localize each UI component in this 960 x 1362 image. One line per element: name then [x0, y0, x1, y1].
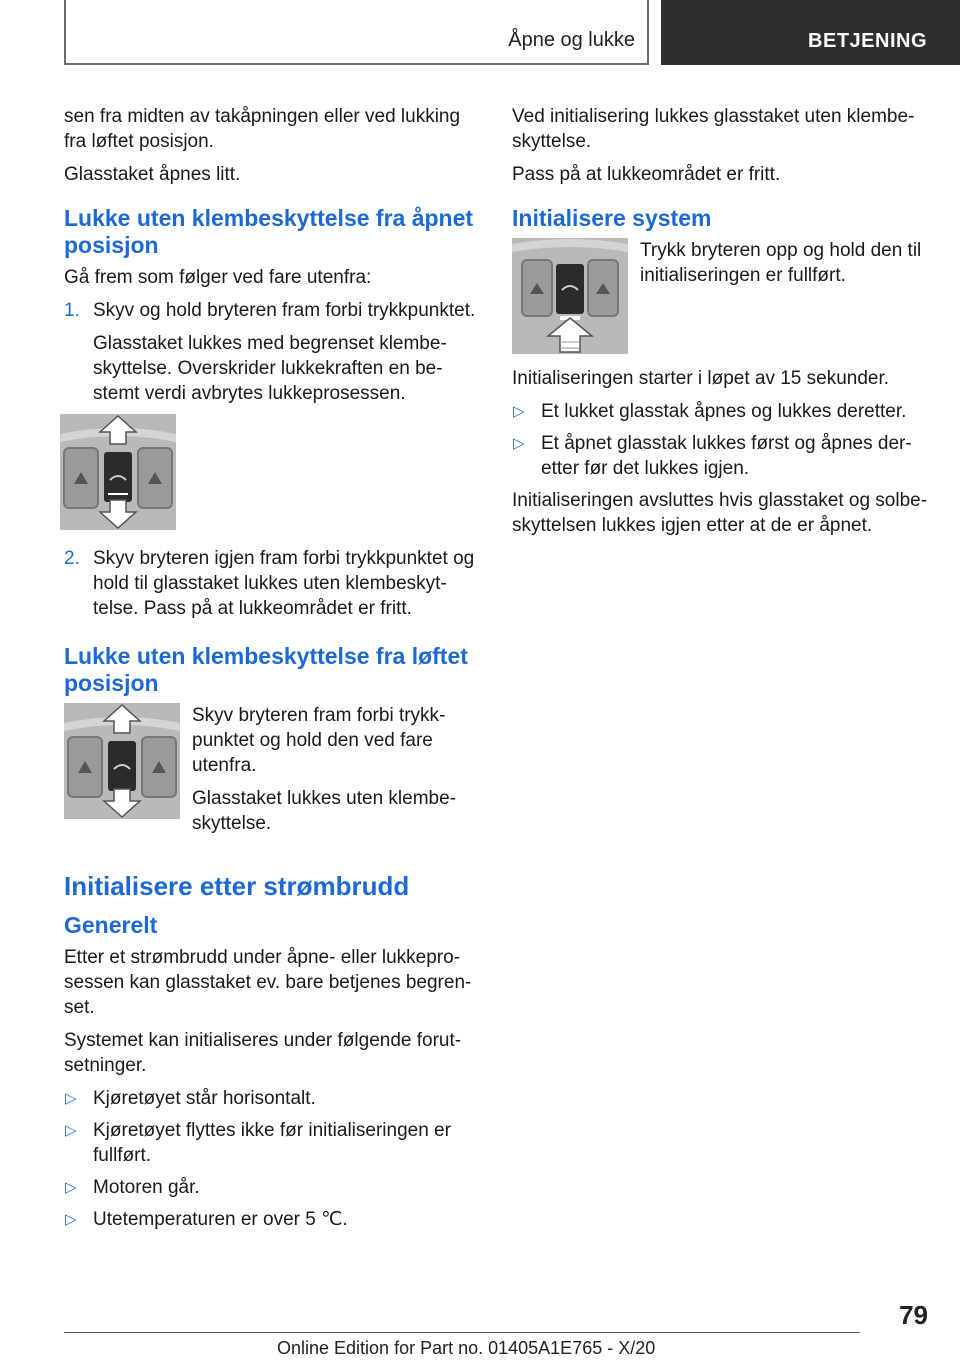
- chapter-tab: [661, 0, 960, 65]
- figure-text: [628, 238, 928, 354]
- left-column: [64, 104, 480, 1239]
- list-item-text: Kjøretøyet står horisontalt.: [93, 1088, 316, 1109]
- triangle-bullet-icon: ▷: [65, 1211, 77, 1228]
- heading-init-after-power-loss: Initialisere etter strømbrudd: [64, 871, 410, 901]
- step-text: Skyv og hold bryteren fram forbi trykkpunktet.: [93, 300, 476, 321]
- triangle-bullet-icon: ▷: [513, 403, 525, 420]
- paragraph: Systemet kan initialiseres under følgende forutsetninger.: [64, 1030, 462, 1076]
- heading-close-from-open: Lukke uten klembeskyttelse fra åpnet posisjon: [64, 205, 474, 258]
- switch-push-forward-illustration: [60, 414, 176, 530]
- step-number: 2.: [64, 548, 80, 569]
- heading-general: Generelt: [64, 912, 158, 938]
- triangle-bullet-icon: ▷: [65, 1179, 77, 1196]
- paragraph: Pass på at lukkeområdet er fritt.: [512, 164, 781, 185]
- figure-row: [512, 238, 928, 354]
- paragraph: sen fra midten av takåpningen eller ved lukking fra løftet posisjon.: [64, 106, 461, 152]
- paragraph: Etter et strømbrudd under åpne- eller lukkeprosessen kan glasstaket ev. bare betjenes begrenset.: [64, 947, 472, 1018]
- paragraph: Glasstaket åpnes litt.: [64, 164, 241, 185]
- edition-footer: Online Edition for Part no. 01405A1E765 - X/20: [277, 1338, 656, 1358]
- list-item: [512, 431, 928, 481]
- list-item-text: Motoren går.: [93, 1177, 200, 1198]
- paragraph: Skyv bryteren fram forbi trykkpunktet og hold den ved fare utenfra.: [192, 705, 446, 776]
- list-item-text: Utetemperaturen er over 5 ℃.: [93, 1209, 348, 1230]
- figure-text: [180, 703, 480, 844]
- step-item: [64, 546, 480, 621]
- figure-row: [64, 703, 480, 844]
- paragraph: Ved initialisering lukkes glasstaket uten klembeskyttelse.: [512, 106, 915, 152]
- triangle-bullet-icon: ▷: [65, 1090, 77, 1107]
- paragraph: Initialiseringen avsluttes hvis glasstaket og solbeskyttelsen lukkes igjen etter at de er åpnet.: [512, 490, 928, 536]
- paragraph: Trykk bryteren opp og hold den til initialiseringen er fullført.: [640, 240, 922, 286]
- footer-divider: [64, 1332, 860, 1333]
- roof-switch-icon: [512, 238, 628, 354]
- roof-switch-icon: [64, 703, 180, 819]
- list-item: [64, 1207, 480, 1232]
- heading-init-system: Initialisere system: [512, 205, 712, 231]
- list-item-text: Et åpnet glasstak lukkes først og åpnes deretter før det lukkes igjen.: [541, 433, 912, 479]
- paragraph: Initialiseringen starter i løpet av 15 sekunder.: [512, 368, 890, 389]
- step-continuation: Glasstaket lukkes med begrenset klembeskyttelse. Overskrider lukkekraften en bestemt verdi avbrytes lukkeprosessen.: [93, 333, 447, 404]
- page-number: 79: [899, 1300, 928, 1330]
- step-number: 1.: [64, 300, 80, 321]
- list-item: [64, 1118, 480, 1168]
- right-column: [512, 104, 928, 546]
- switch-push-up-illustration: [512, 238, 628, 354]
- list-item: [64, 1175, 480, 1200]
- switch-push-forward-illustration: [64, 703, 180, 819]
- step-item: [64, 298, 480, 323]
- paragraph: Gå frem som følger ved fare utenfra:: [64, 267, 372, 288]
- heading-close-from-lift: Lukke uten klembeskyttelse fra løftet posisjon: [64, 643, 468, 696]
- roof-switch-icon: [60, 414, 176, 530]
- triangle-bullet-icon: ▷: [513, 435, 525, 452]
- section-title: Åpne og lukke: [508, 29, 635, 51]
- list-item-text: Kjøretøyet flyttes ikke før initialiseringen er fullført.: [93, 1120, 451, 1166]
- list-item: [512, 399, 928, 424]
- list-item-text: Et lukket glasstak åpnes og lukkes deretter.: [541, 401, 907, 422]
- running-header: [64, 0, 649, 65]
- chapter-title: BETJENING: [808, 30, 927, 52]
- paragraph: Glasstaket lukkes uten klembeskyttelse.: [192, 788, 457, 834]
- triangle-bullet-icon: ▷: [65, 1122, 77, 1139]
- step-text: Skyv bryteren igjen fram forbi trykkpunktet og hold til glasstaket lukkes uten klembeskyttelse. Pass på at lukkeområdet er fritt.: [93, 548, 475, 619]
- list-item: [64, 1086, 480, 1111]
